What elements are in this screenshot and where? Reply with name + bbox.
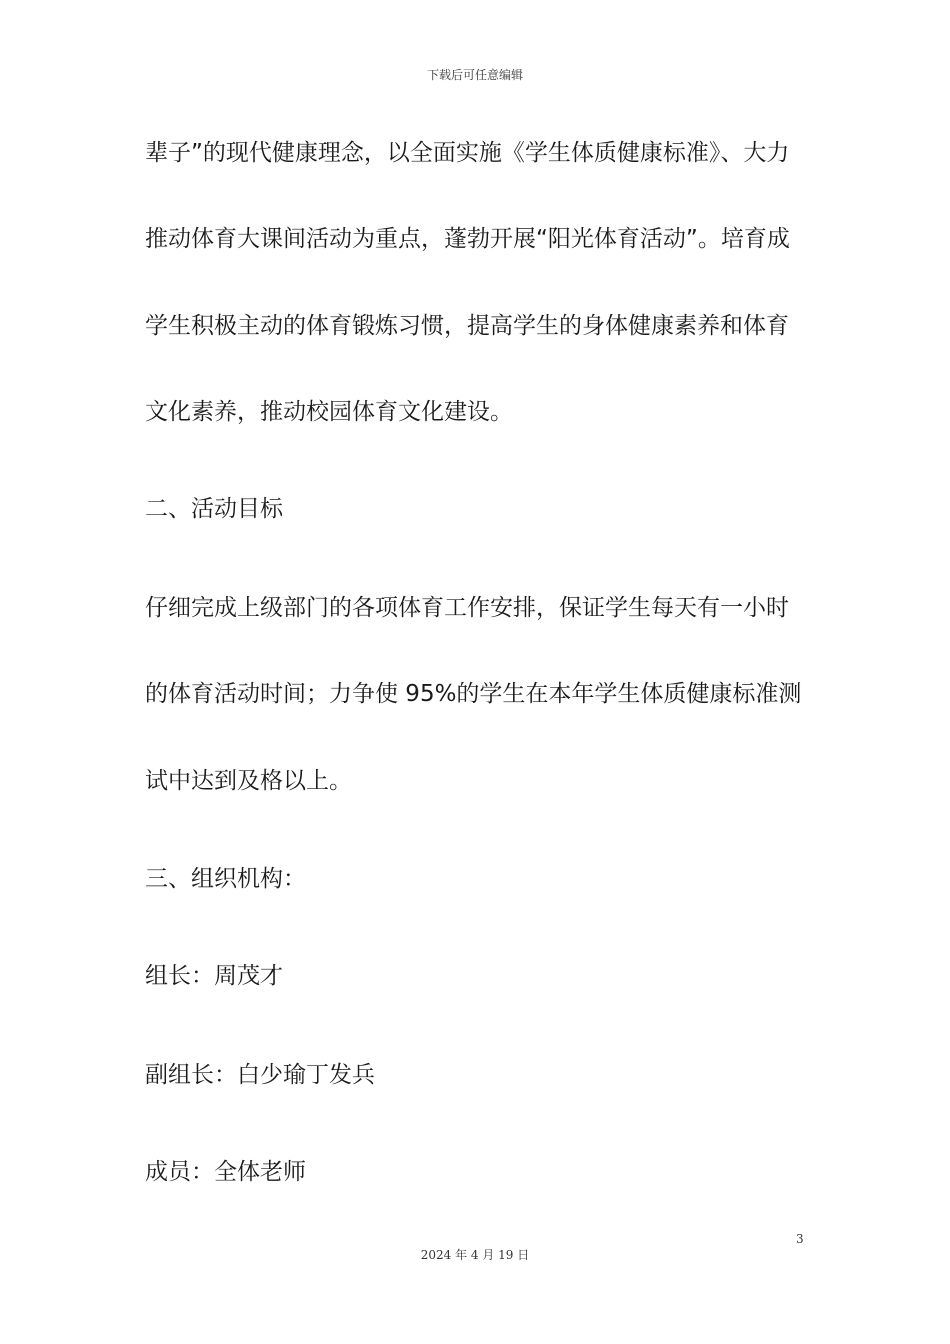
paragraph-line-3: 学生积极主动的体育锻炼习惯，提高学生的身体健康素养和体育 [145, 313, 789, 339]
paragraph-line-4: 文化素养，推动校园体育文化建设。 [145, 399, 513, 425]
team-leader-line: 组长：周茂才 [145, 963, 283, 989]
paragraph-line-2: 推动体育大课间活动为重点，蓬勃开展“阳光体育活动”。培育成 [145, 226, 790, 252]
footer-date: 2024 年 4 月 19 日 [420, 1248, 530, 1262]
members-line: 成员：全体老师 [145, 1159, 306, 1185]
paragraph-line-7: 试中达到及格以上。 [145, 768, 352, 794]
paragraph-line-5: 仔细完成上级部门的各项体育工作安排，保证学生每天有一小时 [145, 595, 789, 621]
page-number: 3 [796, 1232, 804, 1246]
section-heading-goals: 二、活动目标 [145, 496, 283, 522]
section-heading-organization: 三、组织机构： [145, 866, 306, 892]
paragraph-line-6: 的体育活动时间；力争使 95%的学生在本年学生体质健康标准测 [145, 681, 802, 707]
header-note: 下载后可任意编辑 [426, 68, 523, 82]
paragraph-line-1: 辈子”的现代健康理念，以全面实施《学生体质健康标准》、大力 [145, 140, 790, 166]
deputy-leader-line: 副组长：白少瑜丁发兵 [145, 1062, 375, 1088]
